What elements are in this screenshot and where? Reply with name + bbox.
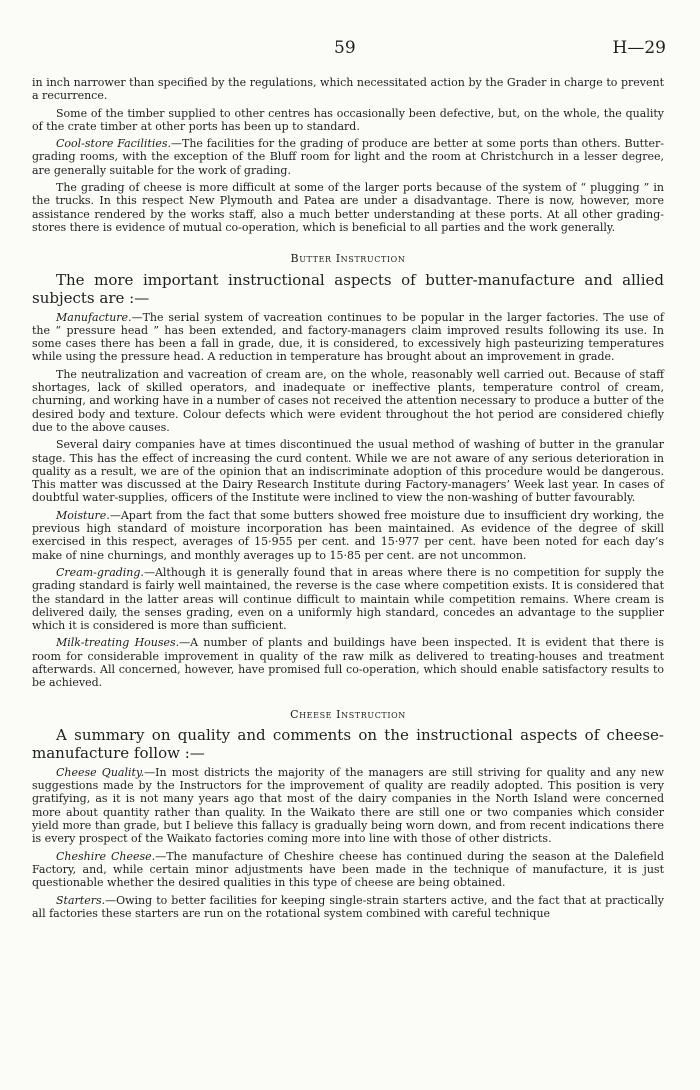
- section-intro-butter: The more important instructional aspects of butter-manufacture and allied subjects are :—: [32, 270, 664, 307]
- paragraph: The grading of cheese is more difficult at some of the larger ports because of the system of “ plugging ” in the trucks. In this respect New Plymouth and Patea are under a disadvantage. There is now, however, more assistance rendered by the works staff, also a much better understanding at these ports. At all other grading-stores there is evidence of mutual co-operation, which is beneficial to all parties and the work generally.: [32, 181, 664, 234]
- section-title-butter: Butter Instruction: [290, 252, 406, 266]
- paragraph: Several dairy companies have at times discontinued the usual method of washing of butter in the granular stage. This has the effect of increasing the curd content. While we are not aware of any serious deterioration in quality as a result, we are of the opinion that an indiscriminate adoption of this procedure would be dangerous. This matter was discussed at the Dairy Research Institute during Factory-managers’ Week last year. In cases of doubtful water-supplies, officers of the Institute were inclined to view the non-washing of butter favourably.: [32, 438, 664, 505]
- paragraph: Manufacture.—The serial system of vacreation continues to be popular in the larger factories. The use of the “ pressure head ” has been extended, and factory-managers claim improved results following its use. In some cases there has been a fall in grade, due, it is considered, to excessively high pasteurizing temperatures while using the pressure head. A reduction in temperature has brought about an improvement in grade.: [32, 310, 664, 364]
- paragraph-lead: Cool-store Facilities.: [56, 137, 171, 151]
- page-header: [0, 38, 700, 60]
- paragraph-lead: Manufacture.: [56, 310, 132, 324]
- page-number: 59: [334, 38, 356, 58]
- paragraph: in inch narrower than specified by the regulations, which necessitated action by the Grader in charge to prevent a recurrence.: [32, 76, 664, 103]
- paragraph: Some of the timber supplied to other centres has occasionally been defective, but, on the whole, the quality of the crate timber at other ports has been up to standard.: [32, 106, 664, 133]
- paragraph: Cream-grading.—Although it is generally found that in areas where there is no competition for supply the grading standard is fairly well maintained, the reverse is the case where competition exists. It is considered that the standard in the latter areas will continue difficult to maintain while competition remains. Where cream is delivered daily, the senses grading, even on a uniformly high standard, concedes an advantage to the supplier which it is considered is more than sufficient.: [32, 565, 664, 633]
- paragraph: Starters.—Owing to better facilities for keeping single-strain starters active, and the fact that at practically all factories these starters are run on the rotational system combined with careful technique: [32, 893, 664, 920]
- paragraph: Cheshire Cheese.—The manufacture of Cheshire cheese has continued during the season at the Dalefield Factory, and, while certain minor adjustments have been made in the technique of manufacture, it is just questionable whether the desired qualities in this type of cheese are being obtained.: [32, 849, 664, 890]
- paragraph: The neutralization and vacreation of cream are, on the whole, reasonably well carried out. Because of staff shortages, lack of skilled operators, and inadequate or ineffective plants, temperature control of cream, churning, and working have in a number of cases not received the attention necessary to produce a butter of the desired body and texture. Colour defects which were evident throughout the hot period are considered chiefly due to the above causes.: [32, 367, 664, 434]
- page-body: [32, 76, 664, 924]
- paragraph-lead: Starters.: [56, 893, 106, 907]
- paragraph: Cheese Quality.—In most districts the majority of the managers are still striving for quality and any new suggestions made by the Instructors for the improvement of quality are readily adopted. This position is very gratifying, as it is not many years ago that most of the dairy companies in the North Island were concerned more about quantity rather than quality. In the Waikato there are still one or two companies which consider yield more than grade, but I believe this fallacy is gradually being worn down, and from recent indications there is every prospect of the Waikato factories coming more into line with those of other districts.: [32, 765, 664, 846]
- section-intro-cheese: A summary on quality and comments on the instructional aspects of cheese-manufacture follow :—: [32, 725, 664, 762]
- paragraph-lead: Milk-treating Houses.: [56, 636, 180, 650]
- paragraph: Moisture.—Apart from the fact that some butters showed free moisture due to insufficient dry working, the previous high standard of moisture incorporation has been maintained. As evidence of the degree of skill exercised in this respect, averages of 15·955 per cent. and 15·977 per cent. have been noted for each day’s make of nine churnings, and monthly averages up to 15·85 per cent. are not uncommon.: [32, 508, 664, 562]
- paragraph-lead: Moisture.: [56, 508, 110, 522]
- section-title-cheese: Cheese Instruction: [290, 707, 406, 721]
- paragraph-lead: Cream-grading.: [56, 565, 144, 579]
- paragraph: Cool-store Facilities.—The facilities for the grading of produce are better at some ports than others. Butter-grading rooms, with the exception of the Bluff room for light and the room at Christchurch in a lesser degree, are generally suitable for the work of grading.: [32, 137, 664, 177]
- paragraph-lead: Cheese Quality.: [56, 765, 145, 779]
- paragraph-lead: Cheshire Cheese.: [56, 849, 156, 863]
- document-reference: H—29: [612, 38, 666, 58]
- paragraph: Milk-treating Houses.—A number of plants and buildings have been inspected. It is evident that there is room for considerable improvement in quality of the raw milk as delivered to treating-houses and treatment afterwards. All concerned, however, have promised full co-operation, which should enable satisfactory results to be achieved.: [32, 636, 664, 690]
